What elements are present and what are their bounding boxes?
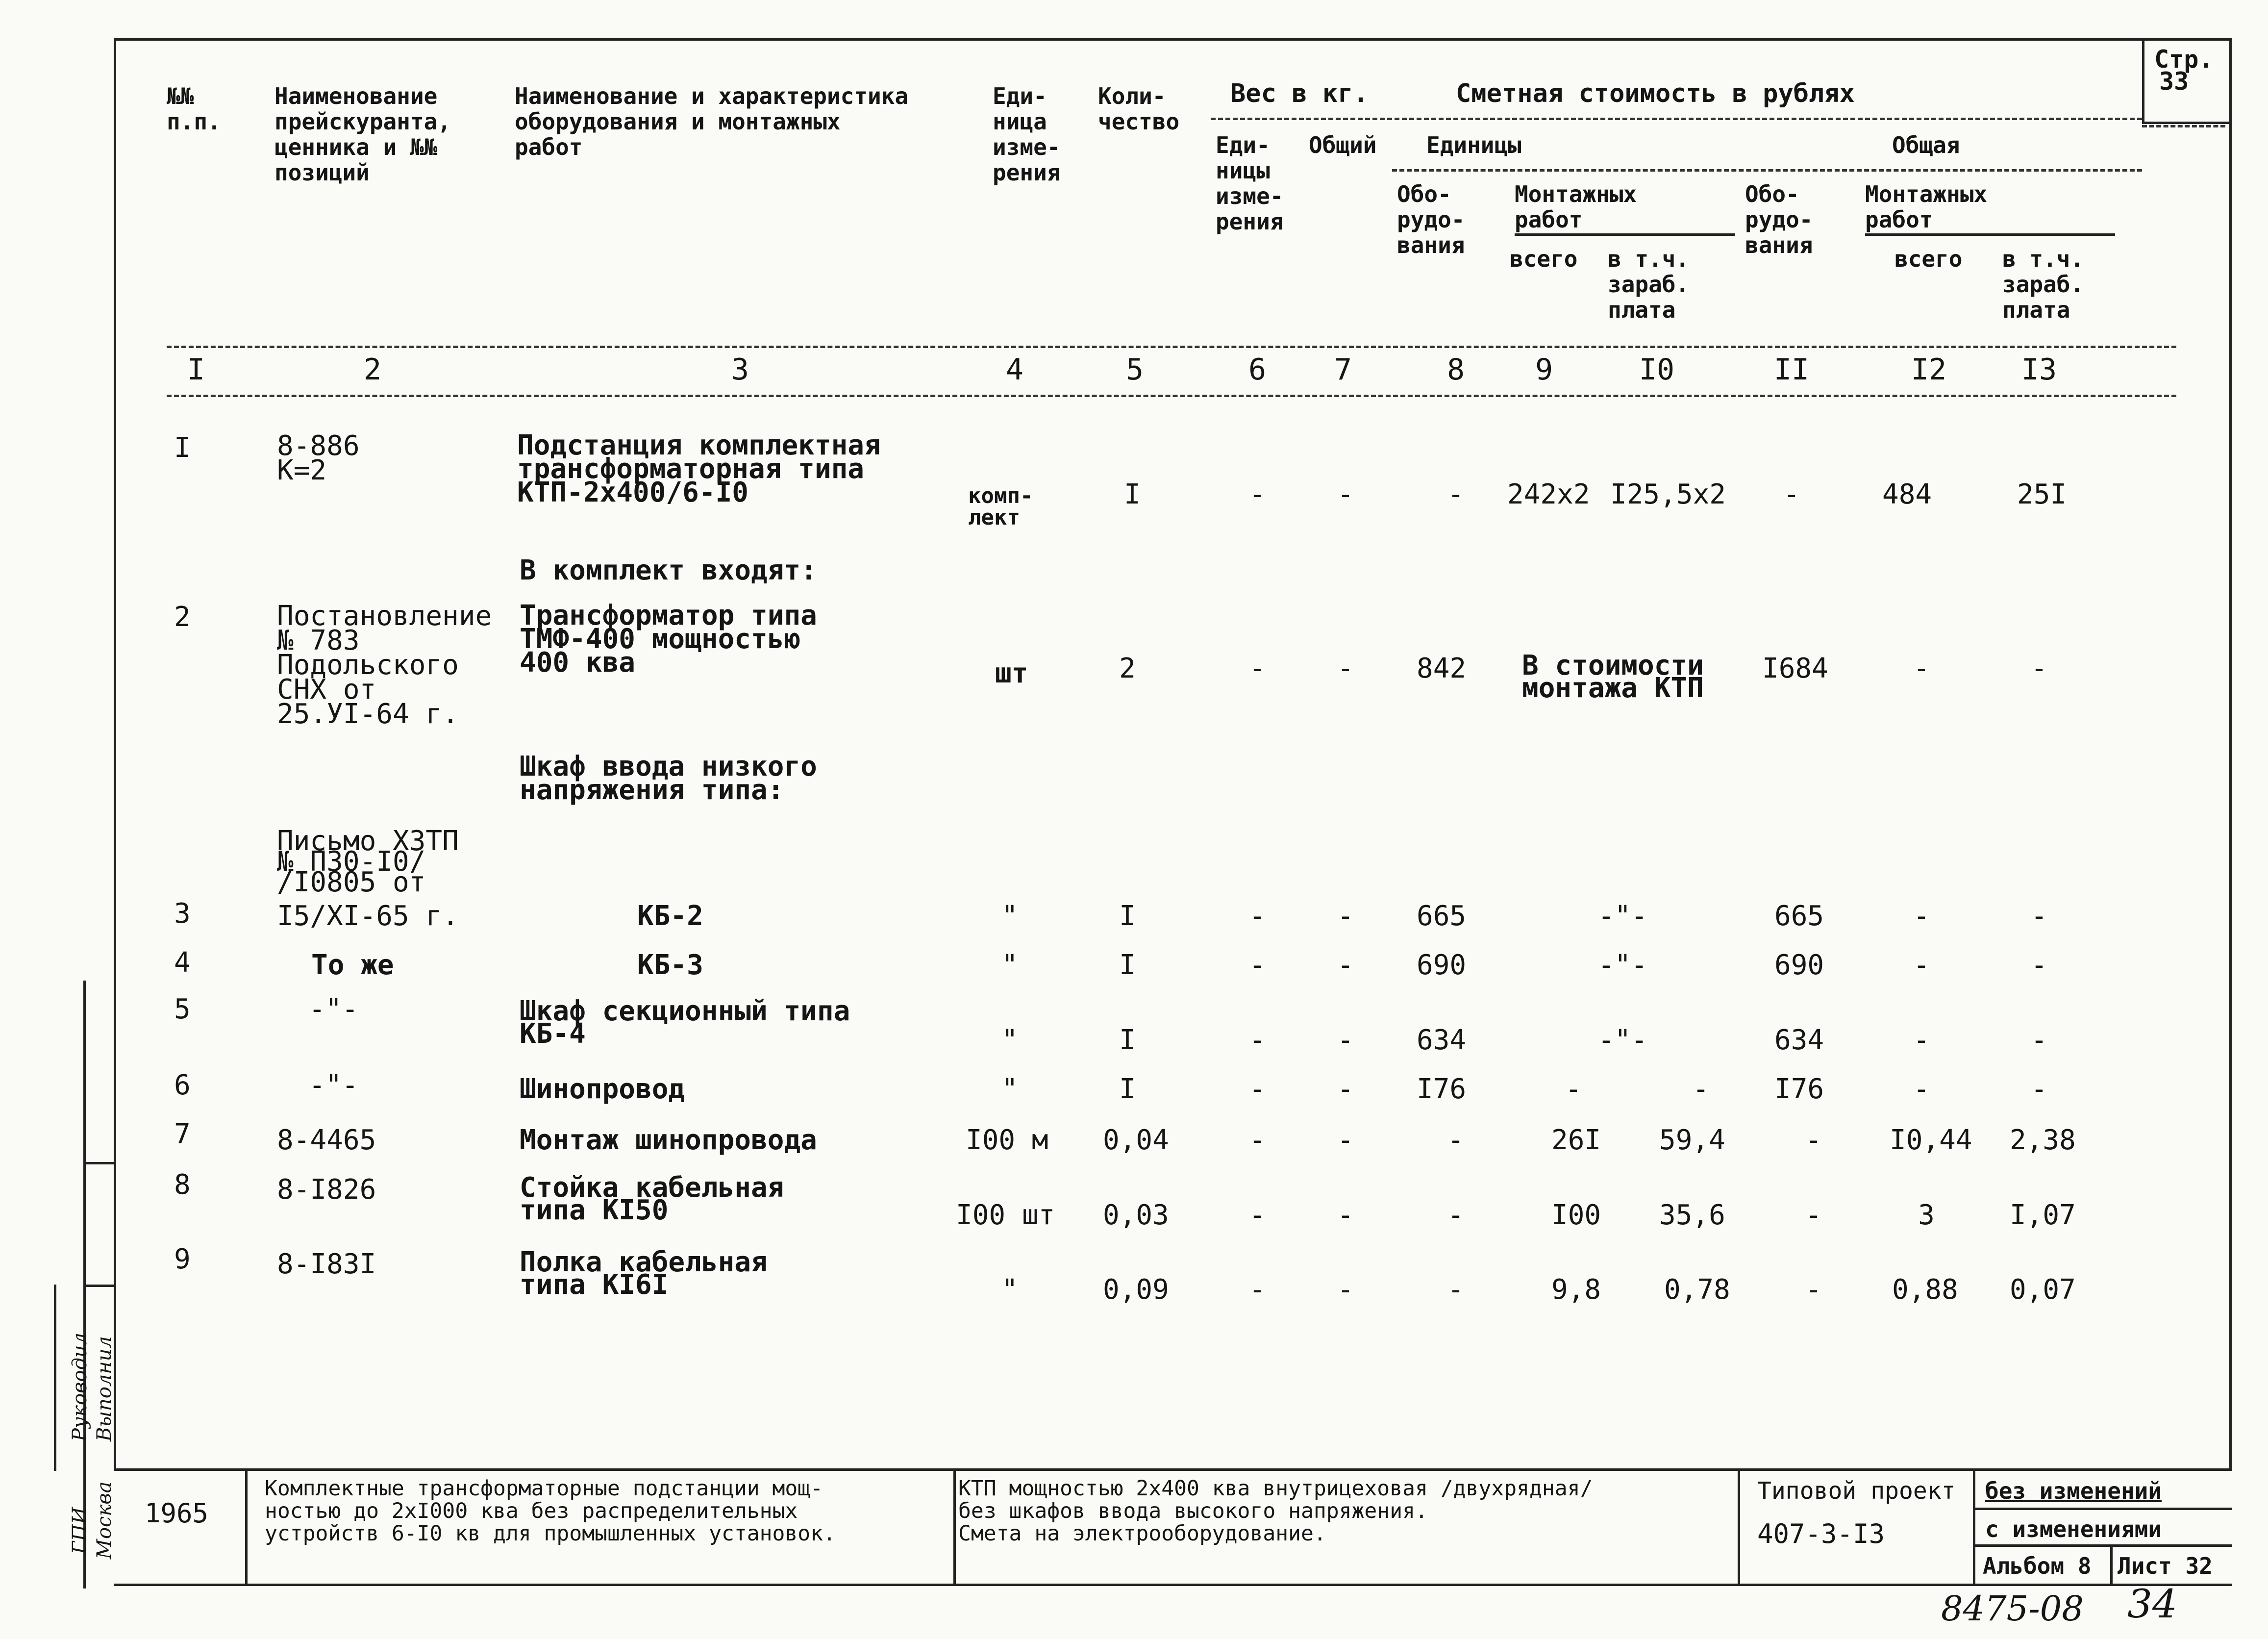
row3-c8: 665 [1417, 900, 1467, 932]
row2-name: Трансформатор типа ТМФ-400 мощностью 400 ква [520, 600, 817, 679]
col-num-13: I3 [2021, 353, 2057, 387]
header-pricelist: Наименование прейскуранта, ценника и №№ позиций [274, 83, 451, 186]
row7-code: 8-4465 [277, 1124, 376, 1156]
row2-c9: В стоимости монтажа КТП [1522, 650, 1704, 704]
row1-c6: - [1249, 479, 1266, 510]
frame-left [114, 38, 116, 1470]
letter-ref: Письмо ХЗТП № П30-I0/ /I0805 от [277, 825, 459, 898]
stamp-with-changes: с изменениями [1985, 1516, 2162, 1542]
row4-c12: - [1913, 949, 1930, 981]
colnum-dash-bottom [167, 395, 2176, 397]
archive-page-number: 34 [2127, 1581, 2177, 1627]
row4-name: КБ-3 [637, 949, 703, 981]
row7-num: 7 [174, 1118, 191, 1150]
page-number: 33 [2159, 67, 2189, 96]
row9-c10: 0,78 [1664, 1274, 1730, 1306]
row7-name: Монтаж шинопровода [520, 1124, 817, 1156]
row6-c8: I76 [1417, 1073, 1467, 1105]
row8-c10: 35,6 [1659, 1199, 1725, 1231]
header-dash-1b [2142, 125, 2225, 127]
stamp-divider-2 [953, 1468, 956, 1586]
row8-c13: I,07 [2010, 1199, 2076, 1231]
margin-grid-line [54, 1285, 56, 1471]
header-qty: Коли- чество [1098, 83, 1180, 135]
row5-c8: 634 [1417, 1024, 1467, 1056]
stamp-top-line [114, 1468, 2232, 1471]
row3-c7: - [1337, 900, 1354, 932]
subheading-included: В комплект входят: [520, 555, 817, 586]
stamp-project-number: 407-3-I3 [1757, 1518, 1885, 1549]
header-equip-2: Обо- рудо- вания [1745, 181, 1813, 258]
col-num-3: 3 [731, 353, 749, 387]
row4-c6: - [1249, 949, 1266, 981]
stamp-changes-line-1 [1973, 1508, 2232, 1510]
col-num-1: I [187, 353, 205, 387]
row5-code: -"- [309, 993, 359, 1025]
header-num: №№ п.п. [167, 83, 221, 135]
margin-tick-2 [83, 1285, 115, 1287]
row5-name: Шкаф секционный типа КБ-4 [520, 995, 850, 1050]
stamp-year: 1965 [145, 1498, 209, 1529]
row2-c7: - [1337, 653, 1354, 684]
row3-c13: - [2031, 900, 2047, 932]
row1-c8: - [1447, 479, 1464, 510]
row6-name: Шинопровод [520, 1073, 685, 1105]
row6-c9: - [1565, 1073, 1582, 1105]
stamp-bottom-line [114, 1584, 2232, 1586]
row6-qty: I [1119, 1073, 1136, 1105]
header-dash-1 [1211, 118, 2142, 120]
margin-city: Москва [93, 1481, 116, 1559]
header-wage-sub-2: в т.ч. зараб. плата [2002, 246, 2084, 323]
col-num-12: I2 [1911, 353, 1947, 387]
row8-qty: 0,03 [1103, 1199, 1169, 1231]
row1-name: Подстанция комплектная трансформаторная типа КТП-2х400/6-I0 [517, 429, 881, 508]
stamp-divider-4 [1973, 1468, 1975, 1586]
row3-c11: 665 [1774, 900, 1824, 932]
row6-c6: - [1249, 1073, 1266, 1105]
col-num-6: 6 [1248, 353, 1267, 387]
row5-c11: 634 [1774, 1024, 1824, 1056]
row9-qty: 0,09 [1103, 1274, 1169, 1306]
col-num-9: 9 [1535, 353, 1553, 387]
col-num-5: 5 [1125, 353, 1144, 387]
row9-c9: 9,8 [1551, 1274, 1601, 1306]
stamp-divider-3 [1738, 1468, 1740, 1586]
row1-c11: - [1783, 479, 1800, 510]
row5-c9: -"- [1598, 1024, 1648, 1056]
row3-unit: " [1001, 900, 1018, 932]
stamp-divider-1 [245, 1468, 248, 1586]
header-total-sub-2: всего [1894, 246, 1963, 272]
row9-c8: - [1447, 1274, 1464, 1306]
row6-c12: - [1913, 1073, 1930, 1105]
row1-qty: I [1124, 479, 1141, 510]
row2-qty: 2 [1119, 653, 1136, 684]
row5-c6: - [1249, 1024, 1266, 1056]
row8-c8: - [1447, 1199, 1464, 1231]
row9-num: 9 [174, 1243, 191, 1275]
row5-c12: - [1913, 1024, 1930, 1056]
col-num-10: I0 [1639, 353, 1675, 387]
header-weight-total: Общий [1309, 132, 1377, 158]
row8-unit: I00 шт [956, 1199, 1055, 1231]
header-total-cost: Общая [1892, 132, 1960, 158]
row9-code: 8-I83I [277, 1248, 376, 1280]
row5-num: 5 [174, 993, 191, 1025]
row4-c13: - [2031, 949, 2047, 981]
row9-c6: - [1249, 1274, 1266, 1306]
colnum-dash-top [167, 346, 2176, 348]
row8-c11: - [1805, 1199, 1822, 1231]
stamp-album-divider [2110, 1544, 2113, 1586]
row9-c12: 0,88 [1892, 1274, 1958, 1306]
row2-c6: - [1249, 653, 1266, 684]
row1-c9: 242х2 [1507, 479, 1590, 510]
row3-code: I5/XI-65 г. [277, 900, 459, 932]
row5-c13: - [2031, 1024, 2047, 1056]
row3-c12: - [1913, 900, 1930, 932]
header-weight: Вес в кг. [1230, 79, 1369, 108]
row4-qty: I [1119, 949, 1136, 981]
row5-qty: I [1119, 1024, 1136, 1056]
row1-code: 8-886 К=2 [277, 430, 360, 486]
row2-c11: I684 [1762, 653, 1828, 684]
header-equip: Обо- рудо- вания [1397, 181, 1465, 258]
row2-num: 2 [174, 601, 191, 633]
row7-c12: I0,44 [1890, 1124, 1972, 1156]
row7-c11: - [1805, 1124, 1822, 1156]
row2-unit: шт [995, 657, 1028, 689]
row1-c13: 25I [2017, 479, 2067, 510]
row3-name: КБ-2 [637, 900, 703, 932]
col-num-11: II [1773, 353, 1810, 387]
stamp-no-changes: без изменений [1985, 1478, 2162, 1504]
row9-c13: 0,07 [2010, 1274, 2076, 1306]
row7-c13: 2,38 [2010, 1124, 2076, 1156]
row1-c12: 484 [1882, 479, 1932, 510]
row8-num: 8 [174, 1169, 191, 1201]
row6-c7: - [1337, 1073, 1354, 1105]
stamp-changes-line-2 [1973, 1544, 2232, 1547]
row4-unit: " [1001, 949, 1018, 981]
row9-unit: " [1001, 1274, 1018, 1306]
header-name: Наименование и характеристика оборудования и монтажных работ [515, 83, 909, 160]
margin-role-executed: Выполнил [93, 1336, 116, 1441]
stamp-album: Альбом 8 [1983, 1553, 2092, 1579]
row7-qty: 0,04 [1103, 1124, 1169, 1156]
row9-c7: - [1337, 1274, 1354, 1306]
stamp-project-label: Типовой проект [1757, 1477, 1956, 1505]
header-unit-cost: Единицы [1426, 132, 1521, 158]
row3-c9: -"- [1598, 900, 1648, 932]
row5-unit: " [1001, 1024, 1018, 1056]
col-num-2: 2 [363, 353, 382, 387]
row3-num: 3 [174, 898, 191, 930]
margin-role-supervised: Руководил [69, 1332, 91, 1441]
row7-c7: - [1337, 1124, 1354, 1156]
row7-c8: - [1447, 1124, 1464, 1156]
row8-name: Стойка кабельная типа КI50 [520, 1172, 784, 1226]
row6-unit: " [1001, 1073, 1018, 1105]
row7-c10: 59,4 [1659, 1124, 1725, 1156]
row8-c6: - [1249, 1199, 1266, 1231]
row2-c13: - [2031, 653, 2047, 684]
header-install-2: Монтажных работ [1865, 181, 1988, 233]
frame-top [114, 38, 2232, 41]
header-total-sub: всего [1510, 246, 1578, 272]
header-weight-unit: Еди- ницы изме- рения [1216, 132, 1284, 235]
row6-c13: - [2031, 1073, 2047, 1105]
row7-c9: 26I [1551, 1124, 1601, 1156]
row4-c11: 690 [1774, 949, 1824, 981]
row1-c10: I25,5х2 [1610, 479, 1726, 510]
subheading-lv-cabinet: Шкаф ввода низкого напряжения типа: [520, 751, 817, 806]
row6-num: 6 [174, 1069, 191, 1101]
frame-right [2229, 38, 2232, 1470]
row2-code: Постановление № 783 Подольского СНХ от 25.УI-64 г. [277, 600, 492, 730]
row9-c11: - [1805, 1274, 1822, 1306]
stamp-description-1: Комплектные трансформаторные подстанции мощ- ностью до 2хI000 ква без распределительных устройств 6-I0 кв для промышленных установок. [265, 1476, 836, 1546]
row4-c8: 690 [1417, 949, 1467, 981]
row6-code: -"- [309, 1069, 359, 1101]
row2-c12: - [1913, 653, 1930, 684]
row2-c8: 842 [1417, 653, 1467, 684]
margin-tick-1 [83, 1162, 115, 1164]
row8-code: 8-I826 [277, 1174, 376, 1206]
row6-c10: - [1693, 1073, 1709, 1105]
row9-name: Полка кабельная типа КI6I [520, 1246, 768, 1301]
row7-c6: - [1249, 1124, 1266, 1156]
row1-num: I [174, 432, 191, 464]
col-num-8: 8 [1446, 353, 1465, 387]
row4-c7: - [1337, 949, 1354, 981]
row4-code: То же [311, 949, 394, 981]
header-install: Монтажных работ [1515, 181, 1637, 233]
header-install-underline [1515, 233, 1735, 236]
page-label: Стр. [2154, 45, 2214, 74]
row6-c11: I76 [1774, 1073, 1824, 1105]
row5-c7: - [1337, 1024, 1354, 1056]
header-wage-sub: в т.ч. зараб. плата [1608, 246, 1690, 323]
row8-c12: 3 [1918, 1199, 1935, 1231]
stamp-sheet: Лист 32 [2118, 1553, 2213, 1579]
archive-code: 8475-08 [1941, 1589, 2084, 1629]
margin-org: ГПИ [69, 1507, 91, 1554]
header-dash-2 [1392, 169, 2142, 172]
row1-c7: - [1337, 479, 1354, 510]
header-estimate: Сметная стоимость в рублях [1456, 79, 1855, 108]
stamp-description-2: КТП мощностью 2х400 ква внутрицеховая /двухрядная/ без шкафов ввода высокого напряжения. Смета на электрооборудование. [958, 1476, 1593, 1546]
row4-num: 4 [174, 947, 191, 979]
header-install-2-underline [1865, 233, 2115, 236]
row8-c9: I00 [1551, 1199, 1601, 1231]
row8-c7: - [1337, 1199, 1354, 1231]
row3-qty: I [1119, 900, 1136, 932]
row1-unit: комп- лект [968, 483, 1033, 530]
header-unit: Еди- ница изме- рения [993, 83, 1061, 186]
col-num-4: 4 [1005, 353, 1024, 387]
row4-c9: -"- [1598, 949, 1648, 981]
row7-unit: I00 м [966, 1124, 1048, 1156]
col-num-7: 7 [1334, 353, 1352, 387]
row3-c6: - [1249, 900, 1266, 932]
